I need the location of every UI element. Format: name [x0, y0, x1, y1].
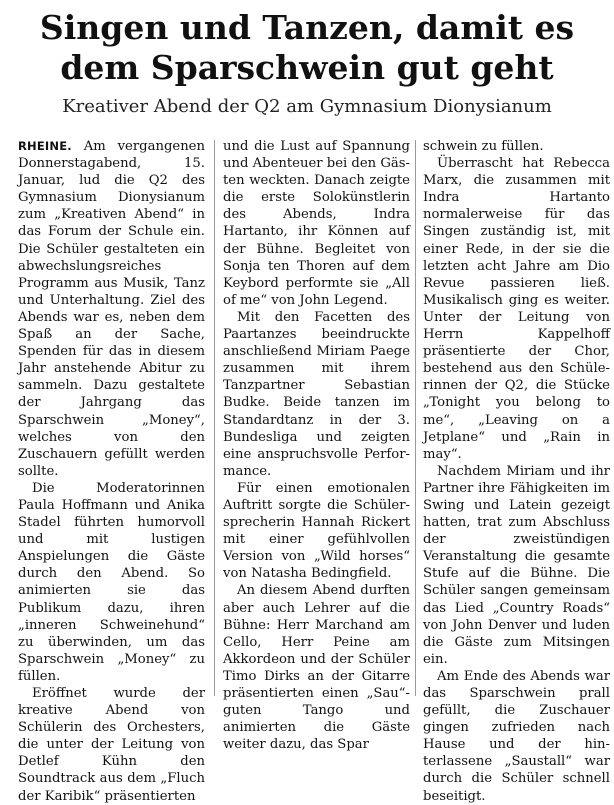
- paragraph: [18, 138, 205, 480]
- headline: [0, 8, 614, 88]
- paragraph-text: Am vergangenen Donnerstagabend, 15. Januar, lud die Q2 des Gymnasium Dionysianum zum „Kreativen Abend“ in das Forum der Schule ein. Die Schüler gestalteten ein abwechslungsreiches Programm aus Musik, Tanz und Unterhaltung. Ziel des Abends war es, neben dem Spaß an der Sache, Spenden für das in diesem Jahr anstehende Abitur zu sammeln. Dazu gestaltete der Jahrgang das Sparschwein „Money“, welches von den Zuschauern gefüllt werden sollte.: [18, 139, 205, 479]
- dateline: RHEINE.: [18, 139, 72, 153]
- headline-line-1: Singen und Tanzen, damit es: [39, 8, 575, 47]
- column-1: [18, 138, 205, 804]
- paragraph: Überrascht hat Rebecca Marx, die zusammen mit Indra Hartanto normalerweise für das Singen zuständig ist, mit einer Rede, in der sie die letzten acht Jahre am Dio Revue passieren ließ. Musikalisch ging es weiter. Unter der Leitung von Herrn Kappelhoff präsentierte der Chor, bestehend aus den Schülerinnen der Q2, die Stücke „Tonight you belong to me“, „Leaving on a Jetplane“ und „Rain in may“.: [423, 156, 610, 462]
- paragraph: und die Lust auf Spannung und Abenteuer bei den Gästen weckten. Danach zeigte die erste Solokünstlerin des Abends, Indra Hartanto, ihr Können auf der Bühne. Begleitet von Sonja ten Thoren auf dem Keybord performte sie „All of me“ von John Legend.: [223, 139, 411, 308]
- column-divider: [415, 140, 416, 696]
- headline-line-2: dem Sparschwein gut geht: [60, 48, 554, 87]
- article-body: [0, 138, 614, 804]
- paragraph: Die Moderatorinnen Paula Hoffmann und Anika Stadel führten humorvoll und mit lustigen Anspielungen die Gäste durch den Abend. So animierten sie das Publikum dazu, ihren „inneren Schweinehund“ zu überwinden, um das Sparschwein „Money“ zu füllen.: [18, 480, 205, 684]
- column-3: [423, 138, 610, 804]
- paragraph: Für einen emotionalen Auftritt sorgte die Schülersprecherin Hannah Rickert mit einer gefühlvollen Version von „Wild horses“ von Natasha Bedingfield.: [223, 480, 410, 582]
- paragraph: Am Ende des Abends war das Sparschwein prall gefüllt, die Zuschauer gingen zufrieden nach Hause und der hinterlassene „Saustall“ war durch die Schüler schnell beseitigt.: [423, 668, 610, 804]
- column-2: [223, 138, 411, 753]
- subheadline: Kreativer Abend der Q2 am Gymnasium Dionysianum: [62, 96, 552, 117]
- paragraph: schwein zu füllen.: [423, 139, 544, 154]
- paragraph: Nachdem Miriam und ihr Partner ihre Fähigkeiten im Swing und Latein gezeigt hatten, trat zum Abschluss der zweistündigen Veranstaltung die gesamte Stufe auf die Bühne. Die Schüler sangen gemeinsam das Lied „Country Roads“ von John Denver und luden die Gäste zum Mitsingen ein.: [423, 463, 610, 667]
- paragraph: Mit den Facetten des Paartanzes beeindruckte anschließend Miriam Paege zusammen mit ihrem Tanzpartner Sebastian Budke. Beide tanzen im Standardtanz in der 3. Bundesliga und zeigten eine anspruchsvolle Performance.: [223, 309, 410, 479]
- paragraph: An diesem Abend durften aber auch Lehrer auf die Bühne: Herr Marchand am Cello, Herr Peine am Akkordeon und der Schüler Timo Dirks an der Gitarre präsentierten einen „Sau“-guten Tango und animierten die Gäste weiter dazu, das Spar: [223, 583, 410, 753]
- column-divider: [214, 140, 215, 696]
- paragraph: Eröffnet wurde der kreative Abend von Schülerin des Orchesters, die unter der Leitung von Detlef Kühn den Soundtrack aus dem „Fluch der Karibik“ präsentierten: [18, 686, 205, 804]
